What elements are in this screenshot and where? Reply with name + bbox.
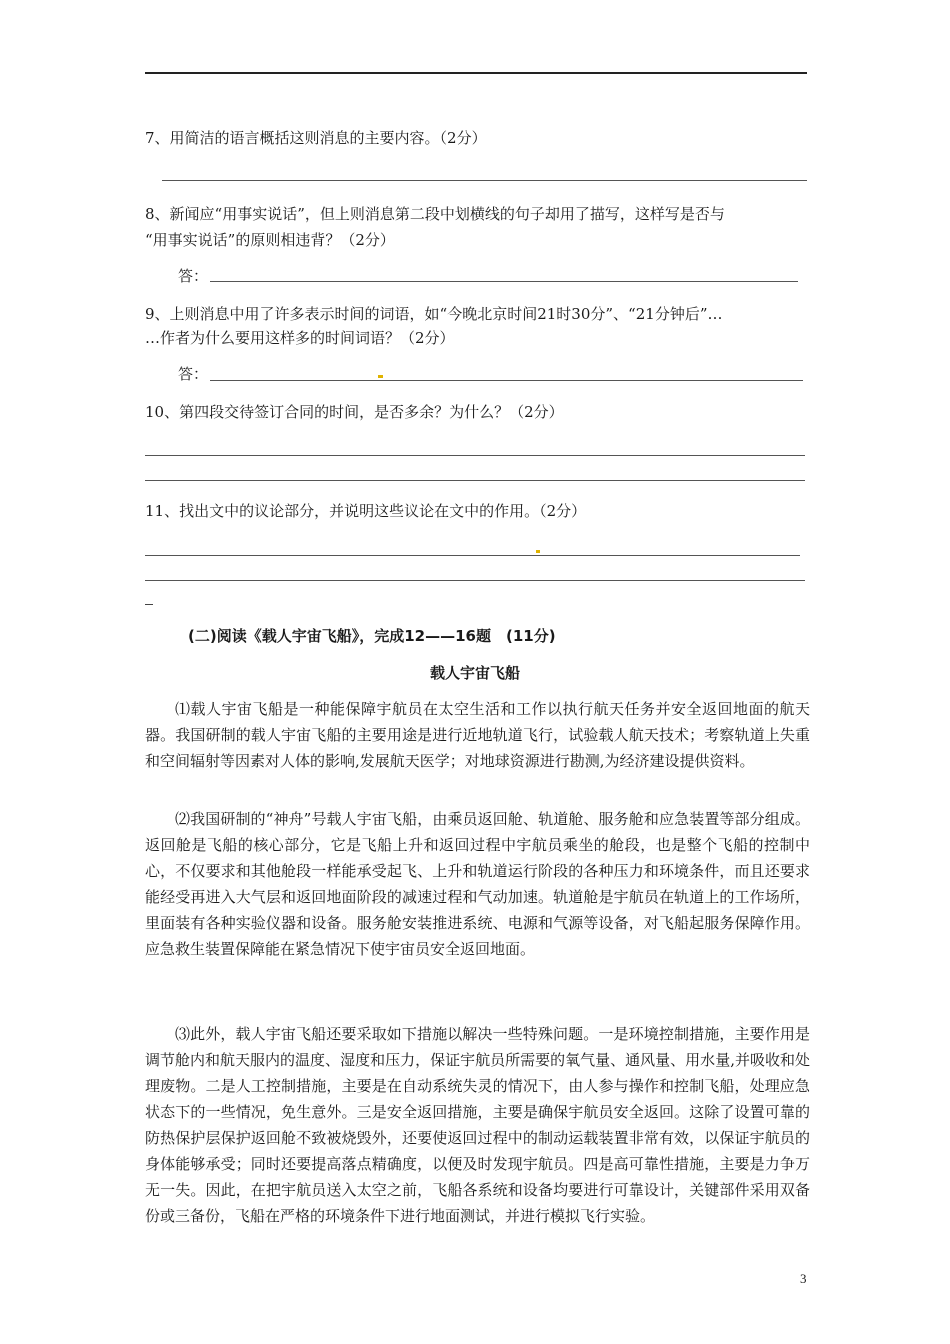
answer-line-q8[interactable] [210, 281, 798, 282]
ink-speck [378, 375, 383, 378]
question-9-line-2: …作者为什么要用这样多的时间词语？（2分） [145, 329, 455, 347]
answer-line-q10-1[interactable] [145, 455, 805, 456]
answer-line-q9[interactable] [210, 380, 803, 381]
answer-label-q8: 答： [178, 267, 209, 285]
article-paragraph-1: ⑴载人宇宙飞船是一种能保障宇航员在太空生活和工作以执行航天任务并安全返回地面的航天器。我国研制的载人宇宙飞船的主要用途是进行近地轨道飞行，试验载人航天技术；考察轨道上失重和空间辐射等因素对人体的影响,发展航天医学；对地球资源进行勘测,为经济建设提供资料。 [145, 700, 810, 770]
answer-label-q9: 答： [178, 365, 209, 383]
section-heading: (二)阅读《载人宇宙飞船》，完成12——16题 (11分) [188, 627, 556, 645]
question-9-line-1: 9、上则消息中用了许多表示时间的词语，如“今晚北京时间21时30分”、“21分钟后”… [145, 305, 723, 323]
page-number: 3 [800, 1271, 807, 1286]
answer-line-q11-2[interactable] [145, 580, 805, 581]
question-10: 10、第四段交待签订合同的时间，是否多余？为什么？（2分） [145, 403, 564, 421]
article-paragraph-2: ⑵我国研制的“神舟”号载人宇宙飞船，由乘员返回舱、轨道舱、服务舱和应急装置等部分组成。返回舱是飞船的核心部分，它是飞船上升和返回过程中宇航员乘坐的舱段，也是整个飞船的控制中心，不仅要求和其他舱段一样能承受起飞、上升和轨道运行阶段的各种压力和环境条件，而且还要求能经受再进入大气层和返回地面阶段的减速过程和气动加速。轨道舱是宇航员在轨道上的工作场所，里面装有各种实验仪器和设备。服务舱安装推进系统、电源和气源等设备，对飞船起服务保障作用。应急救生装置保障能在紧急情况下使宇宙员安全返回地面。 [145, 810, 810, 958]
article-title: 载人宇宙飞船 [429, 664, 520, 682]
ink-speck [536, 550, 540, 553]
question-8-line-2: “用事实说话”的原则相违背？（2分） [145, 231, 395, 249]
stray-dash [145, 604, 153, 605]
top-divider [145, 72, 807, 74]
article-paragraph-3: ⑶此外，载人宇宙飞船还要采取如下措施以解决一些特殊问题。一是环境控制措施，主要作用是调节舱内和航天服内的温度、湿度和压力，保证宇航员所需要的氧气量、通风量、用水量,并吸收和处理废物。二是人工控制措施，主要是在自动系统失灵的情况下，由人参与操作和控制飞船，处理应急状态下的一些情况，免生意外。三是安全返回措施，主要是确保宇航员安全返回。这除了设置可靠的防热保护层保护返回舱不致被烧毁外，还要使返回过程中的制动运载装置非常有效，以保证宇航员的身体能够承受；同时还要提高落点精确度，以便及时发现宇航员。四是高可靠性措施，主要是力争万无一失。因此，在把宇航员送入太空之前，飞船各系统和设备均要进行可靠设计，关键部件采用双备份或三备份，飞船在严格的环境条件下进行地面测试，并进行模拟飞行实验。 [145, 1025, 810, 1225]
question-7: 7、用简洁的语言概括这则消息的主要内容。（2分） [145, 129, 487, 147]
question-11: 11、找出文中的议论部分，并说明这些议论在文中的作用。（2分） [145, 502, 587, 520]
answer-line-q11-1[interactable] [145, 555, 800, 556]
question-8-line-1: 8、新闻应“用事实说话”，但上则消息第二段中划横线的句子却用了描写，这样写是否与 [145, 205, 725, 223]
answer-line-q10-2[interactable] [145, 480, 805, 481]
answer-line-q7[interactable] [162, 180, 807, 181]
